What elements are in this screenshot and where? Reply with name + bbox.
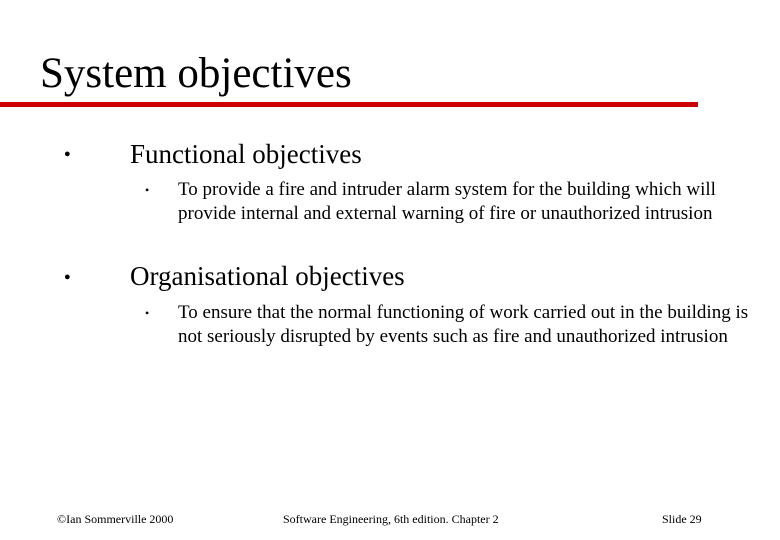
bullet-heading-organisational: Organisational objectives xyxy=(130,261,405,291)
title-underline xyxy=(0,102,698,107)
footer-book-title: Software Engineering, 6th edition. Chapter 2 xyxy=(283,512,499,526)
bullet-marker: ● xyxy=(64,271,71,283)
sub-bullet-marker: • xyxy=(145,306,150,320)
sub-bullet-text-functional: To provide a fire and intruder alarm system for the building which will provide internal and external warning of fire or unauthorized intrusion xyxy=(178,179,716,224)
bullet-marker: ● xyxy=(64,148,71,160)
slide-title: System objectives xyxy=(40,50,352,97)
footer-slide-number: Slide 29 xyxy=(662,512,702,526)
bullet-heading-functional: Functional objectives xyxy=(130,139,362,169)
footer-copyright: ©Ian Sommerville 2000 xyxy=(57,512,174,526)
sub-bullet-marker: • xyxy=(145,183,150,197)
sub-bullet-text-organisational: To ensure that the normal functioning of work carried out in the building is not seriously disrupted by events such as fire and unauthorized intrusion xyxy=(178,302,749,347)
